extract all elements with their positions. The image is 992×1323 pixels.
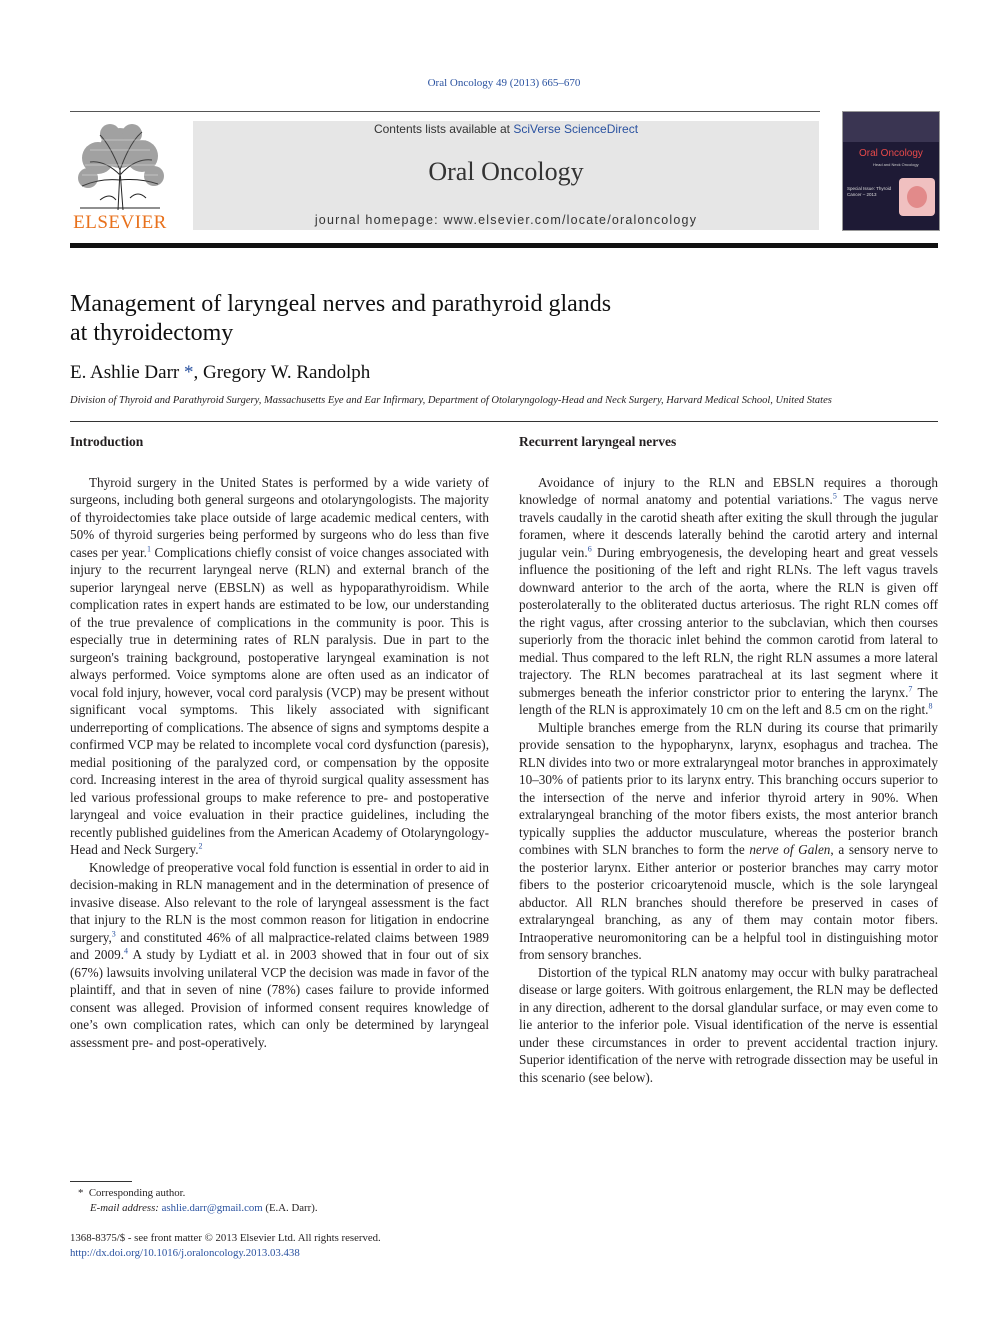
cover-image xyxy=(899,178,935,216)
journal-cover[interactable] xyxy=(842,111,940,231)
email-link[interactable]: ashlie.darr@gmail.com xyxy=(161,1202,263,1214)
contents-prefix: Contents lists available at xyxy=(373,122,514,136)
header-divider xyxy=(70,111,820,112)
publisher-name: ELSEVIER xyxy=(73,212,167,233)
doi-link[interactable]: http://dx.doi.org/10.1016/j.oraloncology.2013.03.438 xyxy=(70,1247,300,1259)
rln-heading: Recurrent laryngeal nerves xyxy=(519,434,677,449)
article-title xyxy=(70,290,710,348)
journal-citation[interactable]: Oral Oncology 49 (2013) 665–670 xyxy=(427,77,581,89)
author-darr: E. Ashlie Darr xyxy=(70,362,180,383)
rln-paragraph-2: Multiple branches emerge from the RLN during its course that primarily provide sensation to the hypopharynx, larynx, esophagus and trachea. The RLN divides into two or more extralaryngeal motor branches in approximately 10–30% of patients prior to its larynx entry. This branching occurs superior to the intersection of the nerve and inferior thyroid artery in 90%. When extralaryngeal branching of the motor fibers exists, the most anterior branch typically supplies the adductor musculature, whereas the posterior branch combines with SLN branches to form the nerve of Galen, a sensory nerve to the posterior larynx. Either anterior or posterior branches may carry motor fibers to the posterior cricoarytenoid muscle, which is the sole laryngeal abductor. All RLN branches should therefore be preserved in cases of extralaryngeal branching, as any of them may contain motor fibers. Intraoperative neuromonitoring can be a helpful tool in distinguishing motor from sensory branches. xyxy=(519,719,938,962)
masthead-rule xyxy=(70,243,938,248)
footnote-rule xyxy=(70,1181,132,1182)
affiliation-rule xyxy=(70,421,938,422)
email-note: E-mail address: ashlie.darr@gmail.com (E.A. Darr). xyxy=(90,1202,318,1214)
intro-paragraph-2: Knowledge of preoperative vocal fold function is essential in order to aid in decision-making in RLN management and in the determination of presence of invasive disease. Also relevant to the role of laryngeal assessment is the fact that injury to the RLN is the most common reason for litigation in endocrine surgery,$^3$ and constituted 46% of all malpractice-related claims between 1989 and 2009.$^4$ A study by Lydiatt et al. in 2003 showed that in four out of six (67%) lawsuits involving unilateral VCP the decision was made in favor of the plaintiff, and that in seven of nine (78%) cases failure to provide informed consent was alleged. Provision of informed consent requires knowledge of one’s own complication rates, which can only be determined by laryngeal assessment pre- and post-operatively. xyxy=(70,859,489,1050)
article-title-line2: at thyroidectomy xyxy=(70,320,234,346)
article-footer xyxy=(70,1231,490,1261)
article-title-line1: Management of laryngeal nerves and parathyroid glands xyxy=(70,291,612,317)
introduction-heading: Introduction xyxy=(70,434,144,449)
elsevier-tree-icon xyxy=(70,120,170,212)
journal-title: Oral Oncology xyxy=(428,157,584,186)
reference-7[interactable]: 7 xyxy=(908,684,913,694)
cover-issue: Special Issue: Thyroid Cancer – 2013 xyxy=(847,186,892,197)
reference-3[interactable]: 3 xyxy=(111,929,116,939)
footnote xyxy=(70,1186,490,1216)
cover-subtitle: Head and Neck Oncology xyxy=(873,162,919,167)
reference-1[interactable]: 1 xyxy=(146,544,151,554)
reference-4[interactable]: 4 xyxy=(124,946,128,956)
left-column xyxy=(70,433,489,1051)
elsevier-logo[interactable] xyxy=(70,120,170,232)
contents-line xyxy=(193,122,819,136)
author-list xyxy=(70,362,370,384)
reference-6[interactable]: 6 xyxy=(587,544,592,554)
rln-paragraph-1: Avoidance of injury to the RLN and EBSLN requires a thorough knowledge of normal anatomy and potential variations.$^5$ The vagus nerve travels caudally in the carotid sheath after exiting the skull through the jugular foramen, where it descends laterally behind the carotid artery and internal jugular vein.$^6$ During embryogenesis, the developing heart and great vessels influence the positioning of the left and right RLNs. The left vagus travels downward anterior to the arch of the aorta, where the RLN is given off posterolaterally to the obliterated ductus arteriosus. The right RLN comes off the right vagus, after crossing anterior to the subclavian, which then courses superiorly from the thoracic inlet behind the common carotid from lateral to medial. Thus compared to the left RLN, the right RLN assumes a more lateral trajectory. The RLN becomes paratracheal at its last segment where it submerges beneath the inferior constrictor prior to entering the larynx.$^7$ The length of the RLN is approximately 10 cm on the left and 8.5 cm on the right.$^8$ xyxy=(519,474,939,717)
rln-paragraph-3: Distortion of the typical RLN anatomy may occur with bulky paratracheal disease or large goiters. With goitrous enlargement, the RLN may be deflected in any direction, adherent to the dorsal glandular surface, or may even come to lie anterior to the inferior pole. Visual identification of the nerve is essential under these circumstances in order to prevent accidental traction injury. Superior identification of the nerve with retrograde dissection may be useful in this scenario (see below). xyxy=(519,964,938,1085)
nerve-of-galen-term: nerve of Galen xyxy=(749,842,831,857)
footnote-mark: * xyxy=(78,1187,84,1199)
journal-masthead xyxy=(193,121,819,230)
reference-2[interactable]: 2 xyxy=(198,841,203,851)
corresponding-author-mark[interactable]: * xyxy=(183,362,194,383)
email-label: E-mail address: xyxy=(90,1202,159,1214)
affiliation: Division of Thyroid and Parathyroid Surgery, Massachusetts Eye and Ear Infirmary, Department of Otolaryngology-Head and Neck Surgery, Harvard Medical School, United States xyxy=(70,395,832,406)
journal-homepage[interactable]: journal homepage: www.elsevier.com/locate/oraloncology xyxy=(314,213,698,227)
sciencedirect-link[interactable]: SciVerse ScienceDirect xyxy=(513,122,639,136)
reference-5[interactable]: 5 xyxy=(832,491,837,501)
cover-title: Oral Oncology xyxy=(859,148,923,159)
issn-line: 1368-8375/$ - see front matter © 2013 Elsevier Ltd. All rights reserved. xyxy=(70,1232,381,1244)
reference-8[interactable]: 8 xyxy=(928,701,933,711)
right-column xyxy=(519,433,938,1086)
cover-strip xyxy=(843,112,939,142)
intro-paragraph-1: Thyroid surgery in the United States is performed by a wide variety of surgeons, including both general surgeons and otolaryngologists. The majority of thyroidectomies take place outside of large academic medical centers, with 50% of thyroid surgeries being performed by surgeons who do less than five cases per year.$^1$ Complications chiefly consist of voice changes associated with injury to the recurrent laryngeal nerve (RLN) and external branch of the superior laryngeal nerve (EBSLN) as well as hypoparathyroidism. While complication rates in expert hands are estimated to be low, our understanding of the true prevalence of complications in the community is poor. This is especially true in determining rates of RLN paralysis. Due in part to the surgeon's training background, postoperative laryngeal examination is not always performed. Voice symptoms alone are often used as an indicator of vocal fold injury, however, vocal cord paralysis (VCP) may be present without significant vocal symptoms. This likely associated with significant underreporting of complications. The absence of signs and symptoms despite a confirmed VCP may be related to incomplete vocal cord dysfunction (paresis), medial positioning of the paralyzed cord, or compensation by the opposite cord. Increasing interest in the area of thyroid surgical quality assessment has led various professional groups to make reference to pre- and postoperative laryngeal and voice evaluation in their practice guidelines, including the recently published guidelines from the American Academy of Otolaryngology-Head and Neck Surgery.$^2$ xyxy=(70,474,489,857)
corresponding-note: * Corresponding author. xyxy=(78,1187,186,1199)
author-separator: , xyxy=(193,362,203,383)
author-randolph: Gregory W. Randolph xyxy=(202,362,371,383)
